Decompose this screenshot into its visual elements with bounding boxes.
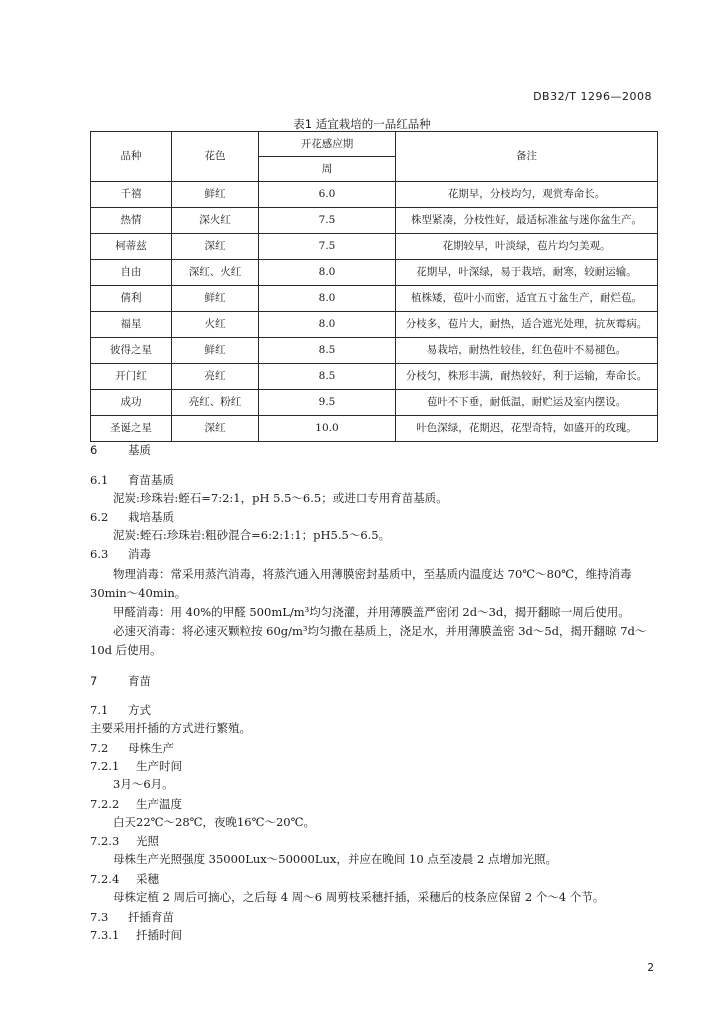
flower-color-cell: 火红	[172, 312, 259, 338]
flower-color-cell: 深红、火红	[172, 260, 259, 286]
remarks-cell: 分枝匀，株形丰满，耐热较好，利于运输，寿命长。	[396, 364, 658, 390]
remarks-cell: 株型紧凑，分枝性好，最适标准盆与迷你盆生产。	[396, 208, 658, 234]
section-6-3-heading: 6.3 消毒	[90, 547, 151, 561]
response-period-cell: 8.5	[259, 364, 396, 390]
response-period-cell: 8.5	[259, 338, 396, 364]
response-period-cell: 8.0	[259, 286, 396, 312]
flower-color-cell: 深红	[172, 234, 259, 260]
section-7-2-1-heading: 7.2.1 生产时间	[90, 759, 182, 773]
variety-cell: 福星	[91, 312, 172, 338]
response-period-cell: 7.5	[259, 234, 396, 260]
flower-color-cell: 深火红	[172, 208, 259, 234]
section-6-2-heading: 6.2 栽培基质	[90, 510, 174, 524]
table-row	[91, 364, 658, 390]
variety-cell: 倩利	[91, 286, 172, 312]
section-7-3-heading: 7.3 扦插育苗	[90, 910, 174, 924]
table-title: 表1 适宜栽培的一品红品种	[293, 117, 431, 131]
section-6-1-text: 泥炭:珍珠岩:蛭石=7:2:1，pH 5.5～6.5；或进口专用育苗基质。	[113, 491, 448, 505]
section-7-2-4-heading: 7.2.4 采穗	[90, 872, 159, 886]
table-row	[91, 390, 658, 416]
response-period-cell: 8.0	[259, 312, 396, 338]
variety-cell: 千禧	[91, 182, 172, 208]
remarks-cell: 苞叶不下垂，耐低温，耐贮运及室内摆设。	[396, 390, 658, 416]
section-7-1-heading: 7.1 方式	[90, 703, 151, 717]
table-header-row	[91, 132, 658, 157]
section-7-3-1-heading: 7.3.1 扦插时间	[90, 928, 182, 942]
section-6-3-bisulfite: 必速灭消毒：将必速灭颗粒按 60g/m³均匀撒在基质上，浇足水，并用薄膜盖密 3d～5d，揭开翻晾 7d～10d 后使用。	[90, 624, 647, 657]
remarks-cell: 花期早，叶深绿，易于栽培，耐寒，较耐运输。	[396, 260, 658, 286]
header-variety: 品种	[91, 132, 172, 182]
table-row	[91, 260, 658, 286]
response-period-cell: 6.0	[259, 182, 396, 208]
flower-color-cell: 鲜红	[172, 338, 259, 364]
flower-color-cell: 鲜红	[172, 286, 259, 312]
section-7-2-3-heading: 7.2.3 光照	[90, 834, 159, 848]
section-6-1-heading: 6.1 育苗基质	[90, 473, 174, 487]
variety-cell: 彼得之星	[91, 338, 172, 364]
section-7-2-3-text: 母株生产光照强度 35000Lux～50000Lux，并应在晚间 10 点至凌晨 2 点增加光照。	[113, 852, 557, 866]
variety-cell: 圣诞之星	[91, 416, 172, 442]
variety-cell: 热情	[91, 208, 172, 234]
response-period-cell: 9.5	[259, 390, 396, 416]
variety-cell: 成功	[91, 390, 172, 416]
section-6-2-text: 泥炭:蛭石:珍珠岩:粗砂混合=6:2:1:1；pH5.5～6.5。	[113, 528, 391, 542]
varieties-table	[90, 131, 658, 442]
flower-color-cell: 鲜红	[172, 182, 259, 208]
response-period-cell: 10.0	[259, 416, 396, 442]
flower-color-cell: 亮红、粉红	[172, 390, 259, 416]
section-7-2-1-text: 3月～6月。	[113, 777, 174, 791]
variety-cell: 柯蒂兹	[91, 234, 172, 260]
table-row	[91, 338, 658, 364]
remarks-cell: 易栽培，耐热性较佳，红色苞叶不易褪色。	[396, 338, 658, 364]
remarks-cell: 分枝多，苞片大，耐热，适合遮光处理，抗灰霉病。	[396, 312, 658, 338]
section-7-1-text: 主要采用扦插的方式进行繁殖。	[90, 721, 251, 735]
section-7-2-heading: 7.2 母株生产	[90, 741, 174, 755]
table-row	[91, 416, 658, 442]
section-7-2-4-text: 母株定植 2 周后可摘心，之后每 4 周～6 周剪枝采穗扦插，采穗后的枝条应保留 2 个～4 个节。	[113, 890, 605, 904]
response-period-cell: 7.5	[259, 208, 396, 234]
flower-color-cell: 深红	[172, 416, 259, 442]
remarks-cell: 叶色深绿，花期迟，花型奇特，如盛开的玫瑰。	[396, 416, 658, 442]
section-6-heading: 6 基质	[90, 443, 151, 457]
section-6-3-physical: 物理消毒：常采用蒸汽消毒，将蒸汽通入用薄膜密封基质中，至基质内温度达 70℃～80℃，维持消毒 30min～40min。	[90, 567, 632, 600]
table-row	[91, 286, 658, 312]
variety-cell: 自由	[91, 260, 172, 286]
standard-code: DB32/T 1296—2008	[533, 90, 652, 103]
header-response-period: 开花感应期	[259, 132, 396, 157]
header-remarks: 备注	[396, 132, 658, 182]
flower-color-cell: 亮红	[172, 364, 259, 390]
page-number: 2	[647, 962, 654, 974]
table-row	[91, 208, 658, 234]
header-unit-week: 周	[259, 157, 396, 182]
section-7-2-2-text: 白天22℃～28℃，夜晚16℃～20℃。	[113, 815, 315, 829]
header-flower-color: 花色	[172, 132, 259, 182]
section-7-heading: 7 育苗	[90, 674, 151, 688]
remarks-cell: 花期较早，叶淡绿，苞片均匀美观。	[396, 234, 658, 260]
remarks-cell: 花期早，分枝均匀，观赏寿命长。	[396, 182, 658, 208]
variety-cell: 开门红	[91, 364, 172, 390]
response-period-cell: 8.0	[259, 260, 396, 286]
table-row	[91, 182, 658, 208]
section-6-3-formaldehyde: 甲醛消毒：用 40%的甲醛 500mL/m³均匀浇灌，并用薄膜盖严密闭 2d～3d，揭开翻晾一周后使用。	[113, 605, 630, 619]
table-row	[91, 312, 658, 338]
remarks-cell: 植株矮，苞叶小而密，适宜五寸盆生产，耐烂苞。	[396, 286, 658, 312]
section-7-2-2-heading: 7.2.2 生产温度	[90, 797, 182, 811]
table-row	[91, 234, 658, 260]
